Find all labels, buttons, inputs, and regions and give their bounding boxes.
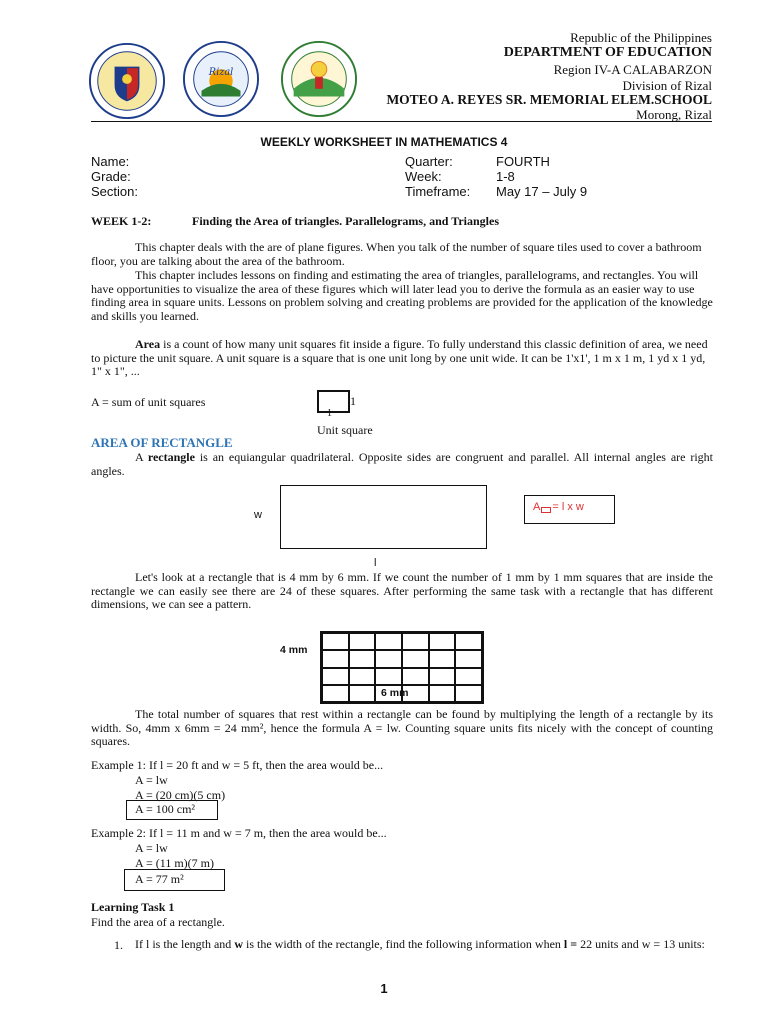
rectangle-definition — [91, 451, 713, 478]
grid-cell — [349, 668, 376, 685]
example-1-step-1: A = lw — [135, 773, 168, 787]
unit-square-formula: A = sum of unit squares — [91, 395, 206, 409]
grid-cell — [429, 633, 456, 650]
task-item-number: 1. — [114, 938, 123, 952]
grid-cell — [429, 668, 456, 685]
grid-cell — [455, 668, 482, 685]
grid-height-label: 4 mm — [280, 644, 308, 656]
example-1-answer: A = 100 cm² — [135, 802, 196, 816]
rectangle-section-heading: AREA OF RECTANGLE — [91, 435, 233, 450]
grid-cell — [455, 633, 482, 650]
week-heading-text: Finding the Area of triangles. Parallelograms, and Triangles — [192, 214, 499, 228]
grid-cell — [322, 668, 349, 685]
task-item-1 — [135, 938, 713, 952]
grid-cell — [322, 650, 349, 667]
worksheet-title: WEEKLY WORKSHEET IN MATHEMATICS 4 — [260, 135, 508, 149]
unit-square-side-right: 1 — [350, 394, 356, 408]
grid-cell — [402, 668, 429, 685]
example-2-line: Example 2: If l = 11 m and w = 7 m, then the area would be... — [91, 826, 387, 840]
department-line: DEPARTMENT OF EDUCATION — [503, 45, 712, 60]
rectangle-length-label: l — [374, 557, 377, 569]
grid-cell — [349, 633, 376, 650]
area-term: Area — [135, 337, 161, 351]
grid-cell — [375, 668, 402, 685]
grid-cell — [375, 650, 402, 667]
location-line: Morong, Rizal — [636, 107, 712, 122]
grid-cell — [429, 650, 456, 667]
grid-cell — [402, 633, 429, 650]
grid-cell — [429, 685, 456, 702]
timeframe-value: May 17 – July 9 — [496, 184, 588, 199]
grid-cell — [349, 685, 376, 702]
example-1-line: Example 1: If l = 20 ft and w = 5 ft, then the area would be... — [91, 758, 384, 772]
week-value: 1-8 — [496, 169, 515, 184]
area-definition-text: is a count of how many unit squares fit inside a figure. To fully understand this classic definition of area, we need to picture the unit square. A unit square is a square that is one unit long by one unit wide. It can be 1'x1', 1 m x 1 m, 1 yd x 1 yd, 1" x 1", ... — [91, 337, 708, 378]
grid-cell — [322, 685, 349, 702]
grid-paragraph-1: Let's look at a rectangle that is 4 mm by 6 mm. If we count the number of 1 mm by 1 mm squares that are inside the rectangle we can easily see there are 24 of these squares. After performing the same task with a rectangle that has different dimensions, we can see a pattern. — [91, 570, 713, 611]
sdo-rizal-seal-logo — [182, 40, 260, 118]
division-line: Division of Rizal — [622, 78, 712, 93]
republic-line: Republic of the Philippines — [570, 30, 712, 45]
unit-square-caption: Unit square — [317, 423, 373, 437]
quarter-value: FOURTH — [496, 154, 550, 169]
grid-cell — [455, 685, 482, 702]
region-line: Region IV-A CALABARZON — [553, 62, 712, 77]
rectangle-width-label: w — [254, 509, 262, 521]
school-seal-logo — [280, 40, 358, 118]
rectangle-definition-text: is an equiangular quadrilateral. Opposite sides are congruent and parallel. All internal angles are right angles. — [91, 450, 713, 478]
intro-paragraph-1: This chapter deals with the are of plane figures. When you talk of the number of square tiles used to cover a bathroom floor, you are talking about the area of the bathroom. — [91, 240, 702, 268]
grid-paragraph-2: The total number of squares that rest within a rectangle can be found by multiplying the length of a rectangle by its width. So, 4mm x 6mm = 24 mm², hence the formula A = lw. Counting square units fits nicely with the concept of counting squares. — [91, 707, 713, 748]
page-number: 1 — [380, 981, 388, 996]
grid-cell — [375, 633, 402, 650]
intro-paragraph-2: This chapter includes lessons on finding and estimating the area of triangles, parallelograms, and rectangles. You will have opportunities to visualize the area of these figures which will later lead you to derive the formula as an easier way to use finding area in square units. Lessons on problem solving and creating problems are provided for the application of the knowledge and skills you learned. — [91, 268, 713, 323]
grid-width-label: 6 mm — [381, 687, 409, 699]
school-name: MOTEO A. REYES SR. MEMORIAL ELEM.SCHOOL — [386, 92, 712, 107]
rectangle-formula — [533, 501, 584, 513]
task-item-part-a: If l is the length and — [135, 937, 235, 951]
deped-seal-logo — [88, 42, 166, 120]
rectangle-symbol-icon — [541, 507, 551, 513]
section-label: Section: — [91, 184, 138, 199]
example-2-step-1: A = lw — [135, 841, 168, 855]
grade-label: Grade: — [91, 169, 131, 184]
timeframe-label: Timeframe: — [405, 184, 471, 199]
week-heading-label: WEEK 1-2: — [91, 214, 152, 228]
name-label: Name: — [91, 154, 130, 169]
rectangle-term: rectangle — [147, 450, 195, 464]
week-label: Week: — [405, 169, 442, 184]
task-item-w: w — [234, 937, 243, 951]
grid-cell — [322, 633, 349, 650]
learning-task-heading: Learning Task 1 — [91, 900, 175, 914]
rectangle-intro-a: A — [135, 450, 148, 464]
quarter-label: Quarter: — [405, 154, 453, 169]
learning-task-instruction: Find the area of a rectangle. — [91, 915, 225, 929]
rectangle-figure — [280, 485, 487, 549]
area-definition — [91, 338, 713, 379]
example-2-answer: A = 77 m² — [135, 872, 184, 886]
formula-rest: = l x w — [552, 501, 584, 513]
formula-a: A — [533, 501, 541, 513]
svg-text:Rizal: Rizal — [208, 67, 234, 79]
example-2-step-2: A = (11 m)(7 m) — [135, 856, 214, 870]
grid-cell — [455, 650, 482, 667]
example-1-step-2: A = (20 cm)(5 cm) — [135, 788, 226, 802]
task-item-part-c: 22 units and w = 13 units: — [577, 937, 705, 951]
unit-square-side-bottom: 1 — [327, 408, 332, 419]
grid-cell — [349, 650, 376, 667]
header-divider — [91, 121, 712, 122]
unit-square-figure — [317, 390, 350, 413]
task-item-l: l = — [563, 937, 578, 951]
grid-cell — [402, 650, 429, 667]
task-item-part-b: is the width of the rectangle, find the following information when — [242, 937, 564, 951]
